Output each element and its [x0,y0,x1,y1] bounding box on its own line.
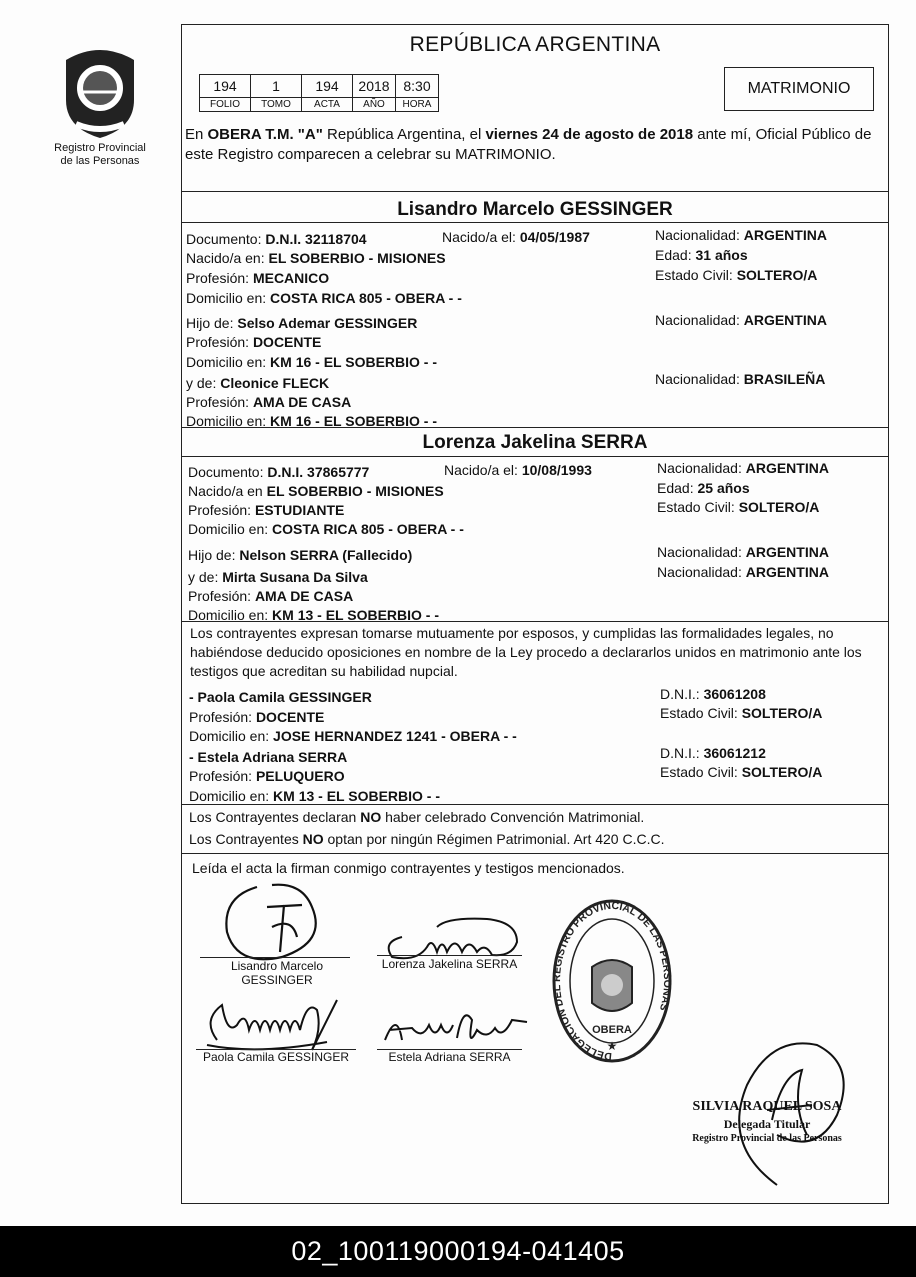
record-index-boxes [199,74,439,112]
witness1-address: Domicilio en: JOSE HERNANDEZ 1241 - OBERA - - [189,728,517,744]
stamp-city: OBERA [592,1024,632,1036]
spouse1-father-profession: Profesión: DOCENTE [186,334,322,350]
spouse1-mother-address: Domicilio en: KM 16 - EL SOBERBIO - - [186,413,438,429]
ano-value: 2018 [353,75,396,98]
spouse1-mother-profession: Profesión: AMA DE CASA [186,394,352,410]
divider [182,804,888,805]
convention-line: Los Contrayentes declaran NO haber celebrado Convención Matrimonial. [189,809,645,825]
signature-paola [197,980,357,1055]
spouse2-age: Edad: 25 años [657,480,750,496]
witness1-name: - Paola Camila GESSINGER [189,689,372,705]
witness1-profession: Profesión: DOCENTE [189,709,325,725]
divider [182,427,888,428]
divider [182,621,888,622]
spouse2-father-nationality: Nacionalidad: ARGENTINA [657,544,829,560]
spouse1-nationality: Nacionalidad: ARGENTINA [655,227,827,243]
spouse1-address: Domicilio en: COSTA RICA 805 - OBERA - - [186,290,462,306]
intro-paragraph: En OBERA T.M. "A" República Argentina, el viernes 24 de agosto de 2018 ante mí, Oficial Público de este Registro comparecen a celebrar su MATRIMONIO. [185,126,872,163]
tomo-label: TOMO [251,98,302,112]
witness2-profession: Profesión: PELUQUERO [189,768,345,784]
spouse2-civil-status: Estado Civil: SOLTERO/A [657,499,820,515]
country-title: REPÚBLICA ARGENTINA [409,33,661,56]
official-name: SILVIA RAQUEL SOSA [692,1099,842,1114]
record-type-box: MATRIMONIO [724,67,874,111]
spouse1-father-nationality: Nacionalidad: ARGENTINA [655,312,827,328]
registry-name-line1: Registro Provincial [54,142,146,154]
acta-value: 194 [302,75,353,98]
spouse1-mother: y de: Cleonice FLECK [186,375,330,391]
signature-line [377,955,522,956]
divider [182,456,888,457]
spouse2-mother-nationality: Nacionalidad: ARGENTINA [657,564,829,580]
folio-label: FOLIO [200,98,251,112]
spouse2-father: Hijo de: Nelson SERRA (Fallecido) [188,547,413,563]
acta-label: ACTA [302,98,353,112]
witness1-civil-status: Estado Civil: SOLTERO/A [660,705,823,721]
patrimonial-regime-line: Los Contrayentes NO optan por ningún Régimen Patrimonial. Art 420 C.C.C. [189,831,665,847]
spouse2-address: Domicilio en: COSTA RICA 805 - OBERA - - [188,521,464,537]
witness1-dni: D.N.I.: 36061208 [660,686,766,702]
closing-statement: Leída el acta la firman conmigo contrayentes y testigos mencionados. [192,860,625,876]
registry-logo [40,40,160,168]
registry-stamp [550,895,675,1070]
ano-label: AÑO [353,98,396,112]
registry-name-line2: de las Personas [60,155,140,167]
spouse2-mother-address: Domicilio en: KM 13 - EL SOBERBIO - - [188,607,440,623]
marriage-record-form [181,24,889,1204]
spouse1-father: Hijo de: Selso Ademar GESSINGER [186,315,418,331]
official-title: Delegada Titular [723,1117,811,1131]
spouse1-mother-nationality: Nacionalidad: BRASILEÑA [655,371,826,387]
signature-lisandro [212,877,352,967]
official-organization: Registro Provincial de las Personas [692,1133,842,1144]
spouse1-profession: Profesión: MECANICO [186,270,330,286]
witness2-dni: D.N.I.: 36061212 [660,745,766,761]
signature-estela-label: Estela Adriana SERRA [388,1050,511,1064]
signature-lisandro-label: Lisandro Marcelo GESSINGER [230,959,324,987]
hora-label: HORA [396,98,439,112]
spouse1-birthplace: Nacido/a en: EL SOBERBIO - MISIONES [186,250,446,266]
document-code-bar: 02_100119000194-041405 [0,1226,916,1277]
spouse1-father-address: Domicilio en: KM 16 - EL SOBERBIO - - [186,354,438,370]
folio-value: 194 [200,75,251,98]
province-seal-icon [58,40,142,140]
divider [182,222,888,223]
spouse1-civil-status: Estado Civil: SOLTERO/A [655,267,818,283]
spouse2-nationality: Nacionalidad: ARGENTINA [657,460,829,476]
spouse2-name: Lorenza Jakelina SERRA [422,432,648,453]
spouse2-mother-profession: Profesión: AMA DE CASA [188,588,354,604]
signature-estela [377,1000,537,1055]
divider [182,853,888,854]
signature-paola-label: Paola Camila GESSINGER [202,1050,350,1064]
witness2-address: Domicilio en: KM 13 - EL SOBERBIO - - [189,788,441,804]
hora-value: 8:30 [396,75,439,98]
divider [182,191,888,192]
declaration-paragraph: Los contrayentes expresan tomarse mutuamente por esposos, y cumplidas las formalidades legales, no habiéndose deducido oposiciones en nombre de la Ley procedo a declararlos unidos en matrimonio ante los testigos que acreditan su habilidad nupcial. [190,625,862,679]
signature-line [200,957,350,958]
signature-lorenza-label: Lorenza Jakelina SERRA [381,957,518,971]
spouse2-birthplace: Nacido/a en EL SOBERBIO - MISIONES [188,483,444,499]
spouse1-name: Lisandro Marcelo GESSINGER [397,199,673,220]
tomo-value: 1 [251,75,302,98]
spouse2-document: Documento: D.N.I. 37865777 [188,464,370,480]
spouse2-birthdate: Nacido/a el: 10/08/1993 [444,462,592,478]
spouse1-age: Edad: 31 años [655,247,748,263]
witness2-name: - Estela Adriana SERRA [189,749,348,765]
spouse2-mother: y de: Mirta Susana Da Silva [188,569,368,585]
spouse2-profession: Profesión: ESTUDIANTE [188,502,345,518]
star-icon: ★ [606,1039,618,1053]
witness2-civil-status: Estado Civil: SOLTERO/A [660,764,823,780]
spouse1-birthdate: Nacido/a el: 04/05/1987 [442,229,590,245]
stamp-ring-text: DELEGACION DEL REGISTRO PROVINCIAL DE LAS PERSONAS [550,899,674,1063]
spouse1-document: Documento: D.N.I. 32118704 [186,231,367,247]
